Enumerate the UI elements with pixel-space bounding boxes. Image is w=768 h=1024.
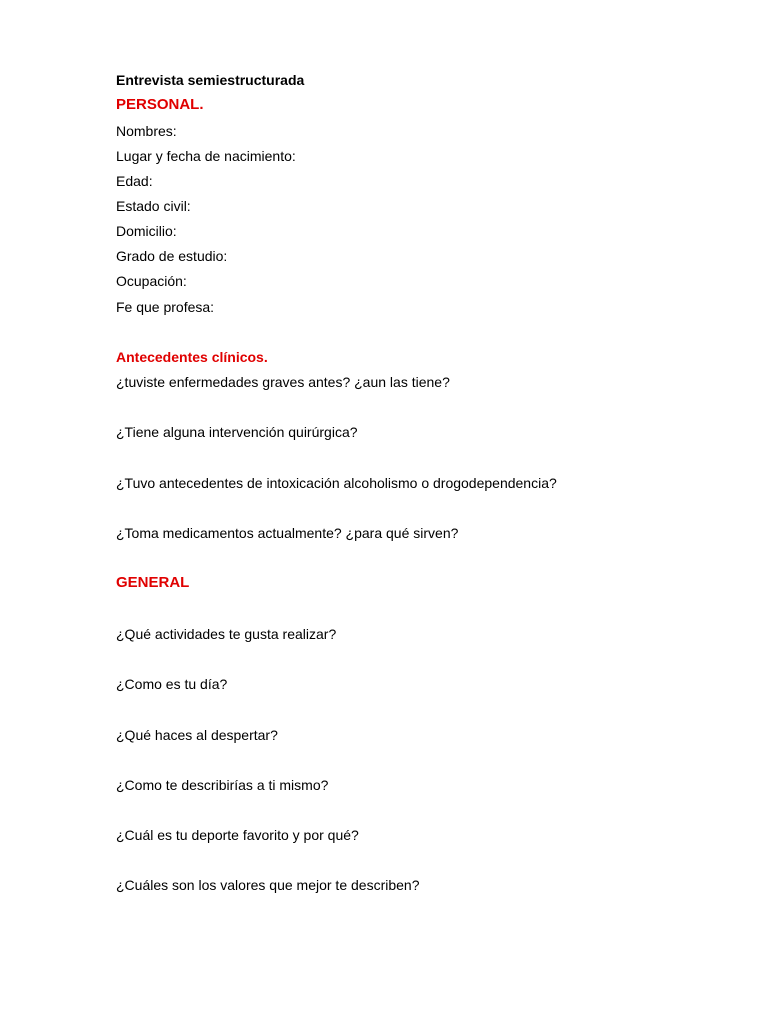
field-grado-estudio: Grado de estudio: [116, 248, 228, 264]
question-valores: ¿Cuáles son los valores que mejor te describen? [116, 877, 420, 893]
question-describirias: ¿Como te describirías a ti mismo? [116, 777, 329, 793]
question-intervencion: ¿Tiene alguna intervención quirúrgica? [116, 424, 358, 440]
field-lugar-fecha-nacimiento: Lugar y fecha de nacimiento: [116, 148, 296, 164]
field-nombres: Nombres: [116, 123, 177, 139]
question-despertar: ¿Qué haces al despertar? [116, 727, 278, 743]
field-domicilio: Domicilio: [116, 223, 177, 239]
field-fe-que-profesa: Fe que profesa: [116, 299, 215, 315]
question-medicamentos: ¿Toma medicamentos actualmente? ¿para qué sirven? [116, 525, 459, 541]
field-estado-civil: Estado civil: [116, 198, 191, 214]
field-ocupacion: Ocupación: [116, 273, 187, 289]
section-heading-antecedentes: Antecedentes clínicos. [116, 349, 268, 365]
question-deporte: ¿Cuál es tu deporte favorito y por qué? [116, 827, 359, 843]
question-dia: ¿Como es tu día? [116, 676, 228, 692]
field-edad: Edad: [116, 173, 153, 189]
question-actividades: ¿Qué actividades te gusta realizar? [116, 626, 337, 642]
section-heading-personal: PERSONAL. [116, 96, 204, 113]
section-heading-general: GENERAL [116, 574, 190, 591]
question-enfermedades: ¿tuviste enfermedades graves antes? ¿aun las tiene? [116, 374, 450, 390]
document-title: Entrevista semiestructurada [116, 72, 305, 88]
question-intoxicacion: ¿Tuvo antecedentes de intoxicación alcoholismo o drogodependencia? [116, 475, 557, 491]
